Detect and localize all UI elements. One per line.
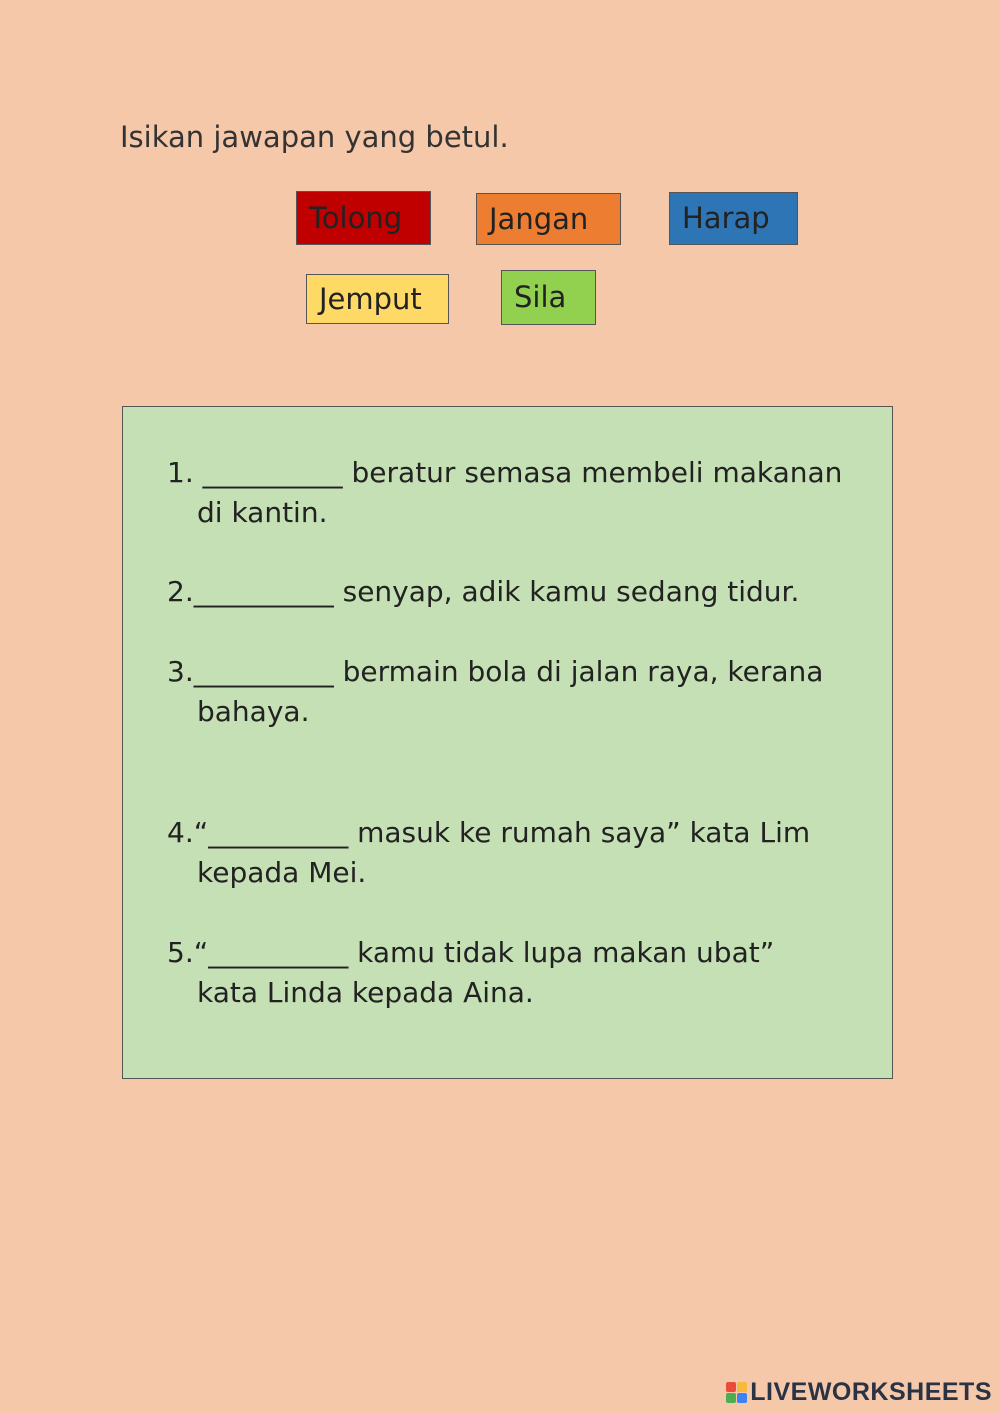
question-item bbox=[167, 813, 810, 893]
word-tile-tolong[interactable]: Tolong bbox=[296, 191, 431, 245]
question-text: __________ senyap, adik kamu sedang tidur. bbox=[193, 575, 800, 608]
question-text-continued: kata Linda kepada Aina. bbox=[197, 976, 534, 1009]
liveworksheets-watermark bbox=[726, 1378, 992, 1407]
question-text: __________ bermain bola di jalan raya, kerana bbox=[193, 655, 824, 688]
question-number: 5. bbox=[167, 936, 194, 969]
question-item bbox=[167, 652, 823, 732]
question-text: “__________ masuk ke rumah saya” kata Lim bbox=[193, 816, 811, 849]
watermark-text: LIVEWORKSHEETS bbox=[750, 1378, 992, 1406]
word-tile-jemput[interactable]: Jemput bbox=[306, 274, 449, 324]
liveworksheets-logo-icon bbox=[726, 1382, 747, 1403]
question-text-continued: di kantin. bbox=[197, 496, 328, 529]
question-item bbox=[167, 572, 799, 612]
question-number: 4. bbox=[167, 816, 194, 849]
question-box bbox=[122, 406, 893, 1079]
word-tile-harap[interactable]: Harap bbox=[669, 192, 798, 245]
question-number: 1. bbox=[167, 456, 194, 489]
word-tile-jangan[interactable]: Jangan bbox=[476, 193, 621, 245]
question-item bbox=[167, 933, 774, 1013]
question-text: “__________ kamu tidak lupa makan ubat” bbox=[193, 936, 775, 969]
instruction-text: Isikan jawapan yang betul. bbox=[120, 120, 509, 154]
question-number: 3. bbox=[167, 655, 194, 688]
question-number: 2. bbox=[167, 575, 194, 608]
question-item bbox=[167, 453, 842, 533]
question-text: __________ beratur semasa membeli makanan bbox=[193, 456, 843, 489]
question-text-continued: bahaya. bbox=[197, 695, 310, 728]
word-tile-sila[interactable]: Sila bbox=[501, 270, 596, 325]
question-text-continued: kepada Mei. bbox=[197, 856, 367, 889]
